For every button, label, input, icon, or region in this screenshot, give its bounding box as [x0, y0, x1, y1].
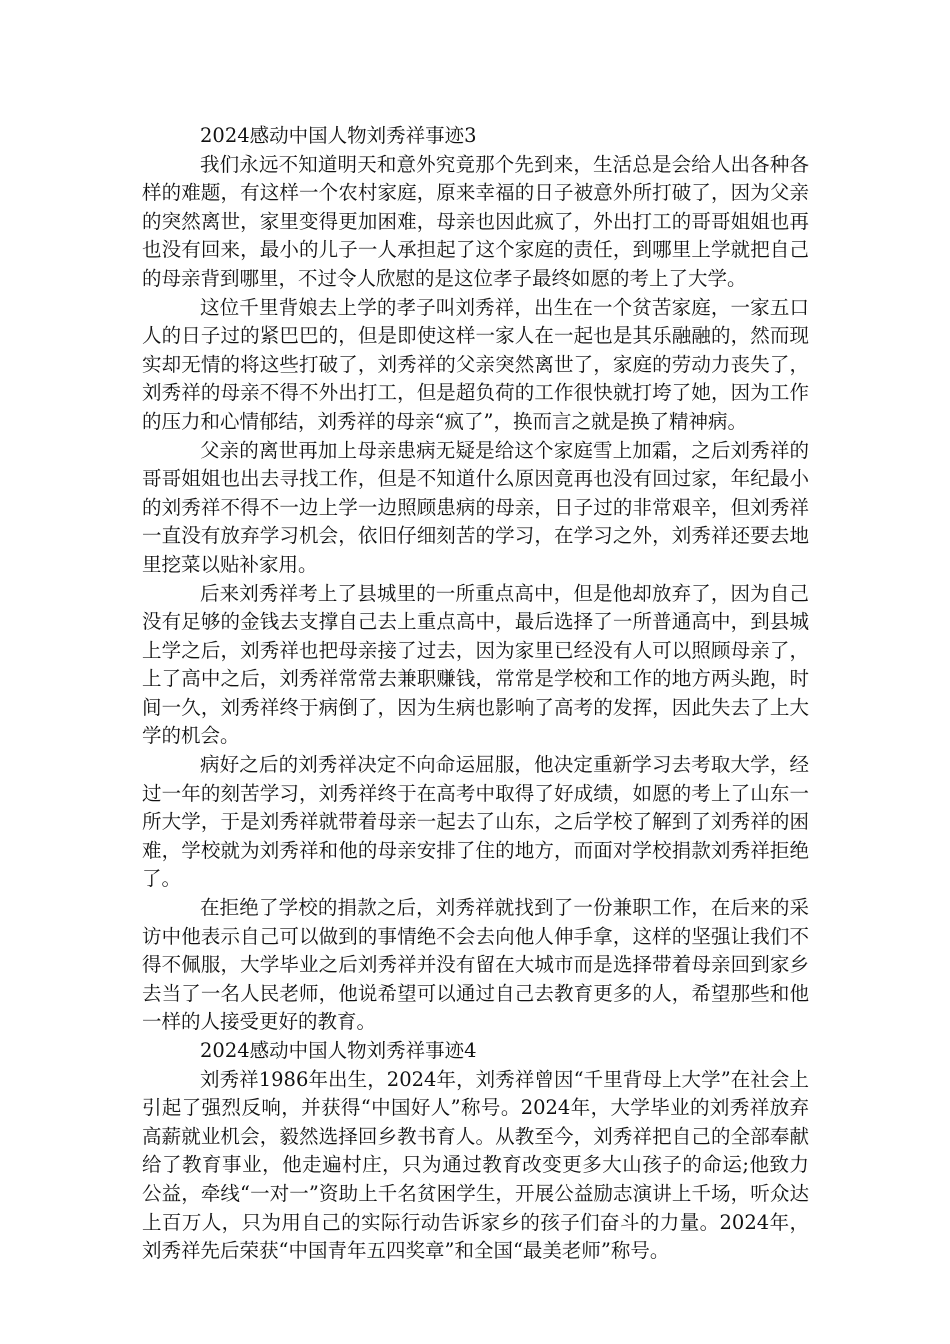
section-heading: 2024感动中国人物刘秀祥事迹4 — [200, 1039, 477, 1062]
paragraph: 我们永远不知道明天和意外究竟那个先到来，生活总是会给人出各种各样的难题，有这样一个农村家庭，原来幸福的日子被意外所打破了，因为父亲的突然离世，家里变得更加困难，母亲也因此疯了，外出打工的哥哥姐姐也再也没有回来，最小的儿子一人承担起了这个家庭的责任，到哪里上学就把自己的母亲背到哪里，不过令人欣慰的是这位孝子最终如愿的考上了大学。 — [142, 152, 809, 290]
paragraph: 病好之后的刘秀祥决定不向命运屈服，他决定重新学习去考取大学，经过一年的刻苦学习，刘秀祥终于在高考中取得了好成绩，如愿的考上了山东一所大学，于是刘秀祥就带着母亲一起去了山东，之后学校了解到了刘秀祥的困难，学校就为刘秀祥和他的母亲安排了住的地方，而面对学校捐款刘秀祥拒绝了。 — [142, 753, 809, 891]
paragraph: 刘秀祥1986年出生，2024年，刘秀祥曾因“千里背母上大学”在社会上引起了强烈反响，并获得“中国好人”称号。2024年，大学毕业的刘秀祥放弃高薪就业机会，毅然选择回乡教书育人。从教至今，刘秀祥把自己的全部奉献给了教育事业，他走遍村庄，只为通过教育改变更多大山孩子的命运;他致力公益，牵线“一对一”资助上千名贫困学生，开展公益励志演讲上千场，听众达上百万人，只为用自己的实际行动告诉家乡的孩子们奋斗的力量。2024年，刘秀祥先后荣获“中国青年五四奖章”和全国“最美老师”称号。 — [142, 1067, 809, 1263]
paragraph: 在拒绝了学校的捐款之后，刘秀祥就找到了一份兼职工作，在后来的采访中他表示自己可以做到的事情绝不会去向他人伸手拿，这样的坚强让我们不得不佩服，大学毕业之后刘秀祥并没有留在大城市而是选择带着母亲回到家乡去当了一名人民老师，他说希望可以通过自己去教育更多的人，希望那些和他一样的人接受更好的教育。 — [142, 896, 809, 1034]
document-body — [142, 122, 809, 1266]
section-heading: 2024感动中国人物刘秀祥事迹3 — [200, 124, 477, 147]
paragraph: 父亲的离世再加上母亲患病无疑是给这个家庭雪上加霜，之后刘秀祥的哥哥姐姐也出去寻找工作，但是不知道什么原因竟再也没有回过家，年纪最小的刘秀祥不得不一边上学一边照顾患病的母亲，日子过的非常艰辛，但刘秀祥一直没有放弃学习机会，依旧仔细刻苦的学习，在学习之外，刘秀祥还要去地里挖菜以贴补家用。 — [142, 438, 809, 576]
paragraph: 后来刘秀祥考上了县城里的一所重点高中，但是他却放弃了，因为自己没有足够的金钱去支撑自己去上重点高中，最后选择了一所普通高中，到县城上学之后，刘秀祥也把母亲接了过去，因为家里已经没有人可以照顾母亲了，上了高中之后，刘秀祥常常去兼职赚钱，常常是学校和工作的地方两头跑，时间一久，刘秀祥终于病倒了，因为生病也影响了高考的发挥，因此失去了上大学的机会。 — [142, 581, 809, 748]
paragraph: 这位千里背娘去上学的孝子叫刘秀祥，出生在一个贫苦家庭，一家五口人的日子过的紧巴巴的，但是即使这样一家人在一起也是其乐融融的，然而现实却无情的将这些打破了，刘秀祥的父亲突然离世了，家庭的劳动力丧失了，刘秀祥的母亲不得不外出打工，但是超负荷的工作很快就打垮了她，因为工作的压力和心情郁结，刘秀祥的母亲“疯了”，换而言之就是换了精神病。 — [142, 295, 809, 433]
